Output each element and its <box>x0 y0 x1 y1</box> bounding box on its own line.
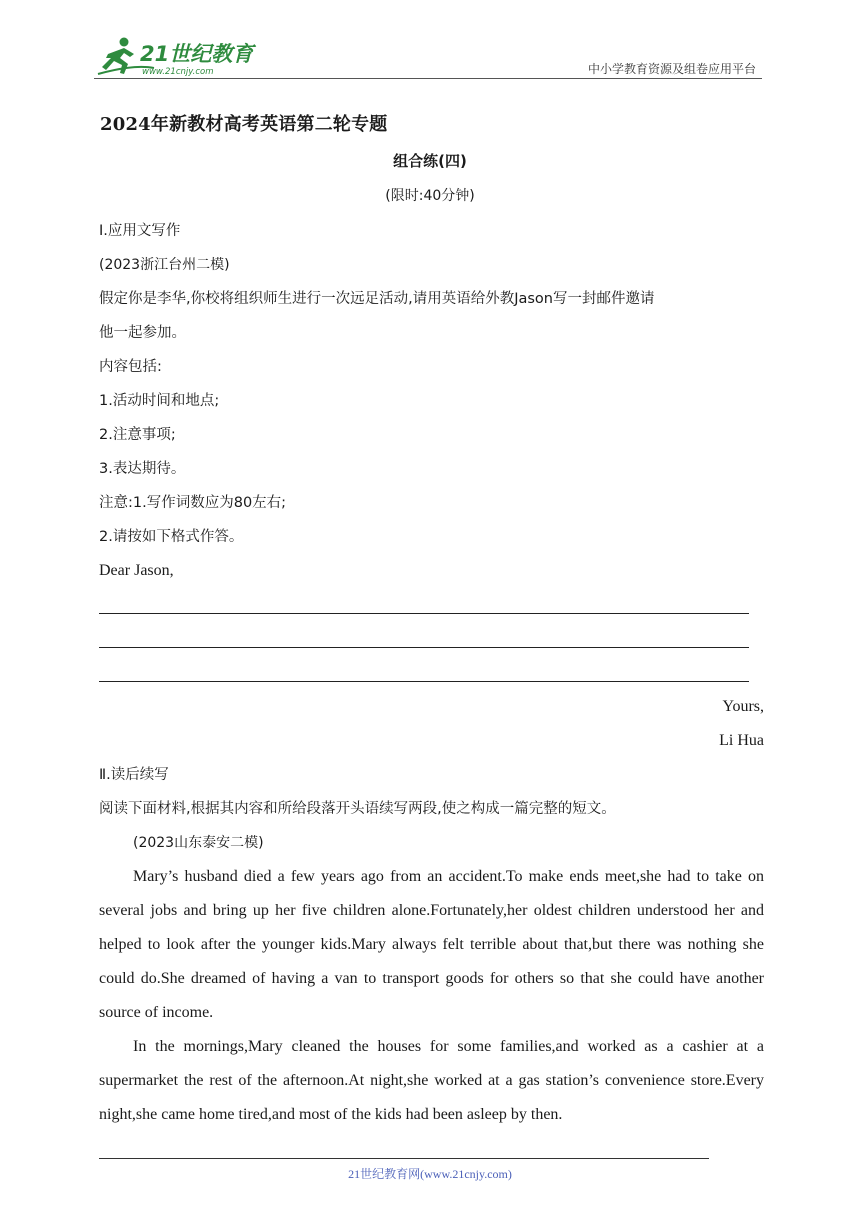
time-limit: (限时:40分钟) <box>385 188 475 204</box>
section1-prompt-line1: 假定你是李华,你校将组织师生进行一次远足活动,请用英语给外教Jason写一封邮件邀请 <box>99 291 655 307</box>
logo-text: 21世纪教育 <box>140 42 254 66</box>
header-divider <box>94 78 762 79</box>
section1-heading: Ⅰ.应用文写作 <box>99 223 181 239</box>
page-header <box>94 30 762 80</box>
section2-heading: Ⅱ.读后续写 <box>99 767 169 783</box>
letter-closing: Yours, <box>722 698 764 715</box>
exercise-title: 组合练(四) <box>393 152 467 170</box>
section2-instruction: 阅读下面材料,根据其内容和所给段落开头语续写两段,使之构成一篇完整的短文。 <box>99 801 616 817</box>
answer-blank-line[interactable] <box>99 588 764 622</box>
point-item: 3.表达期待。 <box>99 461 186 477</box>
logo-url: www.21cnjy.com <box>142 67 214 77</box>
story-paragraph-2: In the mornings,Mary cleaned the houses for some families,and worked as a cashier at a supermarket the rest of the afternoon.At night,she worked at a gas station’s convenience store.Every night,she came home tired,and most of the kids had been asleep by then. <box>99 1038 764 1123</box>
document-content <box>99 214 764 1132</box>
answer-blank-line[interactable] <box>99 622 764 656</box>
point-item: 2.注意事项; <box>99 427 176 443</box>
letter-greeting: Dear Jason, <box>99 562 174 579</box>
header-platform-text: 中小学教育资源及组卷应用平台 <box>587 62 756 76</box>
logo-21cnjy <box>94 34 264 78</box>
content-label: 内容包括: <box>99 359 162 375</box>
story-paragraph-1: Mary’s husband died a few years ago from an accident.To make ends meet,she had to take on several jobs and bring up her five children alone.Fortunately,her oldest children understood her and helped to look after the younger kids.Mary always felt terrible about that,but there was nothing she could do.She dreamed of having a van to transport goods for others so that she could have another source of income. <box>99 868 764 1021</box>
letter-signature: Li Hua <box>719 732 764 749</box>
section2-source: (2023山东泰安二模) <box>133 835 264 851</box>
footer-link[interactable]: 21世纪教育网(www.21cnjy.com) <box>348 1167 512 1181</box>
document-title: 2024年新教材高考英语第二轮专题 <box>100 114 388 135</box>
note-1: 注意:1.写作词数应为80左右; <box>99 495 287 511</box>
point-item: 1.活动时间和地点; <box>99 393 220 409</box>
note-2: 2.请按如下格式作答。 <box>99 529 244 545</box>
section1-source: (2023浙江台州二模) <box>99 257 230 273</box>
answer-blank-line[interactable] <box>99 656 764 690</box>
footer-divider <box>99 1158 709 1159</box>
section1-prompt-line2: 他一起参加。 <box>99 325 186 341</box>
